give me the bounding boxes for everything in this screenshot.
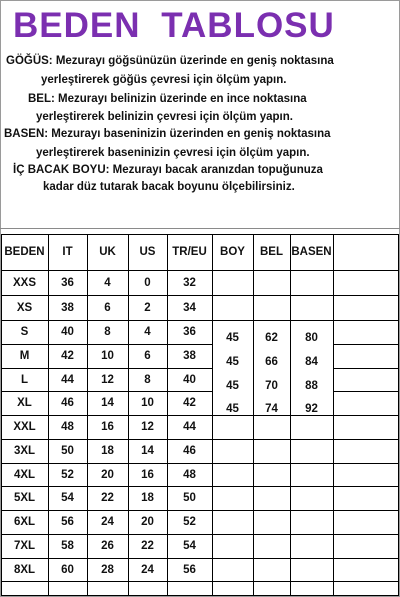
size-label-cell: XL [17,397,32,409]
size-value-cell: 40 [61,326,74,338]
measurement-cell-boy: 45 [226,380,239,392]
instruction-line: kadar düz tutarak bacak boyunu ölçebilirsiniz. [43,181,295,193]
size-value-cell: 18 [101,445,114,457]
size-value-cell: 14 [141,445,154,457]
size-value-cell: 24 [101,516,114,528]
instruction-line: BASEN: Mezurayı baseninizin üzerinden en geniş noktasına [4,128,331,140]
size-value-cell: 36 [61,277,74,289]
size-label-cell: XXL [13,421,36,433]
size-value-cell: 52 [183,516,196,528]
size-value-cell: 22 [101,492,114,504]
size-value-cell: 8 [104,326,111,338]
table-header-cell: IT [62,246,73,258]
size-value-cell: 34 [183,302,196,314]
size-value-cell: 58 [61,540,74,552]
size-value-cell: 28 [101,564,114,576]
grid-line-horizontal [1,581,399,582]
size-value-cell: 22 [141,540,154,552]
size-value-cell: 14 [101,397,114,409]
size-value-cell: 16 [141,469,154,481]
grid-line-horizontal [1,595,399,596]
size-value-cell: 42 [183,397,196,409]
size-value-cell: 10 [141,397,154,409]
table-header-cell: US [139,246,156,258]
size-value-cell: 42 [61,350,74,362]
size-label-cell: 4XL [13,469,36,481]
measurement-cell-basen: 88 [305,380,318,392]
size-label-cell: 3XL [13,445,36,457]
grid-line-horizontal [333,391,399,392]
size-value-cell: 56 [61,516,74,528]
size-value-cell: 4 [144,326,151,338]
size-value-cell: 26 [101,540,114,552]
size-value-cell: 46 [61,397,74,409]
size-value-cell: 6 [144,350,151,362]
size-label-cell: 5XL [13,492,36,504]
size-value-cell: 54 [183,540,196,552]
size-table [1,234,399,596]
size-value-cell: 44 [61,374,74,386]
measurement-cell-basen: 84 [305,356,318,368]
table-header-cell: BEL [260,246,283,258]
measurement-cell-boy: 45 [226,403,239,415]
measurement-cell-basen: 80 [305,332,318,344]
size-value-cell: 32 [183,277,196,289]
size-value-cell: 0 [144,277,151,289]
measurement-cell-boy: 45 [226,332,239,344]
section-divider [0,228,400,229]
size-value-cell: 48 [183,469,196,481]
size-value-cell: 12 [141,421,154,433]
grid-line-horizontal [333,344,399,345]
size-label-cell: XXS [12,277,36,289]
grid-line-horizontal [333,368,399,369]
size-value-cell: 10 [101,350,114,362]
size-value-cell: 40 [183,374,196,386]
size-value-cell: 52 [61,469,74,481]
instruction-line: GÖĞÜS: Mezurayı göğsünüzün üzerinde en geniş noktasına [6,55,334,67]
size-label-cell: L [20,374,29,386]
size-value-cell: 6 [104,302,111,314]
size-value-cell: 50 [61,445,74,457]
size-value-cell: 8 [144,374,151,386]
size-value-cell: 36 [183,326,196,338]
instruction-line: yerleştirerek belinizin çevresi için ölçüm yapın. [36,111,293,123]
size-value-cell: 20 [141,516,154,528]
instruction-line: yerleştirerek göğüs çevresi için ölçüm yapın. [41,74,287,86]
size-label-cell: 6XL [13,516,36,528]
size-value-cell: 56 [183,564,196,576]
size-value-cell: 44 [183,421,196,433]
size-value-cell: 38 [61,302,74,314]
table-header-cell: BASEN [291,246,332,258]
size-value-cell: 46 [183,445,196,457]
page-title: BEDEN TABLOSU [13,6,335,45]
instruction-line: BEL: Mezurayı belinizin üzerinde en ince noktasına [28,93,307,105]
measurement-cell-bel: 66 [265,356,278,368]
table-header-cell: UK [99,246,116,258]
size-value-cell: 16 [101,421,114,433]
size-label-cell: 7XL [13,540,36,552]
measurement-cell-basen: 92 [305,403,318,415]
size-value-cell: 12 [101,374,114,386]
size-value-cell: 38 [183,350,196,362]
size-value-cell: 4 [104,277,111,289]
size-value-cell: 18 [141,492,154,504]
table-header-cell: TR/EU [172,246,207,258]
size-value-cell: 54 [61,492,74,504]
size-value-cell: 60 [61,564,74,576]
table-header-cell: BEDEN [4,246,45,258]
instruction-line: yerleştirerek baseninizin çevresi için ölçüm yapın. [36,147,310,159]
instruction-line: İÇ BACAK BOYU: Mezurayı bacak aranızdan topuğunuza [13,164,323,176]
size-label-cell: 8XL [13,564,36,576]
measurement-cell-boy: 45 [226,356,239,368]
size-value-cell: 2 [144,302,151,314]
size-label-cell: S [20,326,29,338]
measurement-cell-bel: 74 [265,403,278,415]
measurement-cell-bel: 62 [265,332,278,344]
size-value-cell: 20 [101,469,114,481]
size-label-cell: M [19,350,30,362]
size-value-cell: 50 [183,492,196,504]
table-header-cell: BOY [220,246,245,258]
size-label-cell: XS [16,302,33,314]
measurement-cell-bel: 70 [265,380,278,392]
size-value-cell: 24 [141,564,154,576]
size-value-cell: 48 [61,421,74,433]
